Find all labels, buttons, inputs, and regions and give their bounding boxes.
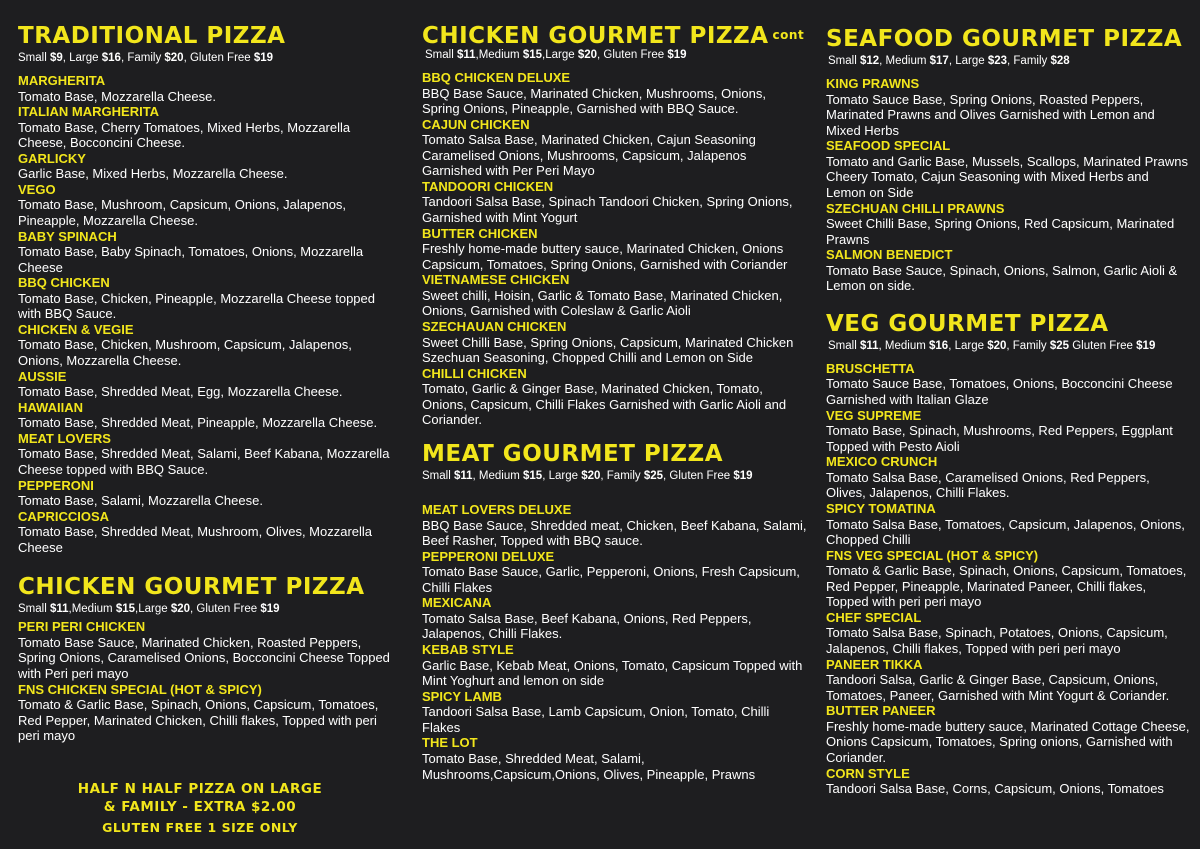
menu-item bbox=[422, 595, 807, 642]
menu-item-description: Tomato Base Sauce, Marinated Chicken, Roasted Peppers, Spring Onions, Caramelised Onions, Bocconcini Cheese Topped with Peri peri mayo bbox=[18, 634, 390, 681]
menu-item bbox=[826, 703, 1191, 765]
menu-item-name: BBQ CHICKEN bbox=[18, 275, 110, 291]
item-list bbox=[18, 73, 398, 555]
menu-item bbox=[826, 657, 1191, 704]
menu-item-description: Tomato Base Sauce, Garlic, Pepperoni, Onions, Fresh Capsicum, Chilli Flakes bbox=[422, 564, 800, 595]
menu-column-right bbox=[826, 0, 1191, 797]
menu-item-description: Tomato and Garlic Base, Mussels, Scallops, Marinated Prawns Cheery Tomato, Cajun Seasoning with Mixed Herbs and Lemon on Side bbox=[826, 153, 1188, 200]
price-value: $19 bbox=[733, 470, 753, 482]
price-size-label: , Gluten Free bbox=[663, 470, 734, 482]
menu-item-name: CHEF SPECIAL bbox=[826, 609, 922, 625]
menu-item-name: CHILLI CHICKEN bbox=[422, 365, 527, 381]
menu-item-name: FNS CHICKEN SPECIAL (HOT & SPICY) bbox=[18, 681, 262, 697]
menu-item-description: Freshly home-made buttery sauce, Marinated Cottage Cheese, Onions Capsicum, Tomatoes, Spring onions, Garnished with Coriander. bbox=[826, 718, 1190, 766]
price-size-label: Small bbox=[422, 470, 454, 482]
price-value: $20 bbox=[987, 339, 1007, 352]
menu-item-name: CAPRICCIOSA bbox=[18, 508, 110, 524]
menu-item-name: KEBAB STYLE bbox=[422, 642, 514, 658]
menu-item-name: SZECHAUAN CHICKEN bbox=[422, 319, 567, 335]
price-value: $15 bbox=[522, 49, 542, 61]
menu-item bbox=[18, 509, 398, 556]
price-size-label: Small bbox=[828, 339, 860, 352]
half-n-half-note bbox=[20, 780, 380, 837]
menu-item-name: KING PRAWNS bbox=[826, 76, 920, 91]
menu-item-name: HAWAIIAN bbox=[18, 399, 83, 415]
section-title: VEG GOURMET PIZZA bbox=[826, 310, 1109, 337]
menu-item bbox=[18, 104, 398, 151]
menu-item bbox=[826, 766, 1191, 797]
menu-item-name: CAJUN CHICKEN bbox=[422, 116, 530, 132]
item-list bbox=[826, 361, 1191, 797]
menu-item-description: Sweet chilli, Hoisin, Garlic & Tomato Base, Marinated Chicken, Onions, Garnished with Coleslaw & Garlic Aioli bbox=[422, 287, 783, 319]
menu-item-name: GARLICKY bbox=[18, 150, 86, 166]
price-size-label: , Family bbox=[120, 52, 165, 64]
price-size-label: , Family bbox=[600, 470, 644, 482]
price-size-label: , Large bbox=[948, 55, 988, 67]
menu-item bbox=[422, 319, 807, 366]
menu-item bbox=[18, 369, 398, 400]
menu-item bbox=[18, 400, 398, 431]
chicken-gourmet-section bbox=[18, 573, 398, 744]
price-size-label: ,Large bbox=[135, 603, 171, 616]
menu-item-name: BABY SPINACH bbox=[18, 228, 117, 244]
menu-item-name: SEAFOOD SPECIAL bbox=[826, 138, 951, 154]
menu-item-description: Tomato Salsa Base, Tomatoes, Capsicum, Jalapenos, Onions, Chopped Chilli bbox=[826, 516, 1185, 548]
item-list bbox=[422, 70, 807, 428]
menu-item bbox=[18, 431, 398, 478]
menu-item-name: SALMON BENEDICT bbox=[826, 247, 953, 263]
menu-item bbox=[18, 478, 398, 509]
menu-column-middle bbox=[422, 0, 807, 782]
half-note-line1: HALF N HALF PIZZA ON LARGE bbox=[77, 781, 323, 797]
price-value: $28 bbox=[1050, 55, 1070, 67]
menu-item bbox=[18, 322, 398, 369]
item-list bbox=[826, 76, 1191, 294]
menu-item-name: BUTTER CHICKEN bbox=[422, 225, 538, 241]
price-value: $15 bbox=[523, 470, 543, 482]
menu-item-name: AUSSIE bbox=[18, 368, 67, 384]
price-size-label: , Family bbox=[1006, 339, 1050, 352]
menu-item-description: Tomato Base, Mozzarella Cheese. bbox=[18, 88, 216, 104]
price-value: $25 bbox=[643, 470, 664, 482]
menu-item-name: BRUSCHETTA bbox=[826, 360, 915, 376]
menu-item-description: Tomato Base, Chicken, Pineapple, Mozzarella Cheese topped with BBQ Sauce. bbox=[18, 290, 375, 322]
section-title: CHICKEN GOURMET PIZZA bbox=[18, 574, 365, 601]
menu-item-name: VIETNAMESE CHICKEN bbox=[422, 272, 570, 288]
menu-item-name: THE LOT bbox=[422, 735, 478, 751]
price-size-label: , Large bbox=[542, 470, 582, 482]
menu-item-description: Tomato & Garlic Base, Spinach, Onions, Capsicum, Tomatoes, Red Pepper, Marinated Chicken, Chilli flakes, Topped with peri peri mayo bbox=[18, 697, 379, 744]
price-value: $19 bbox=[667, 49, 687, 61]
price-line bbox=[422, 470, 807, 482]
item-list bbox=[422, 502, 807, 782]
price-size-label: ,Medium bbox=[68, 603, 116, 616]
price-value: $15 bbox=[115, 603, 135, 616]
menu-item-description: Tomato Salsa Base, Spinach, Potatoes, Onions, Capsicum, Jalapenos, Chilli flakes, Topped with peri peri mayo bbox=[826, 625, 1168, 657]
menu-item-description: Tomato Base, Baby Spinach, Tomatoes, Onions, Mozzarella Cheese bbox=[18, 244, 364, 275]
price-value: $25 bbox=[1049, 339, 1070, 352]
menu-item-name: FNS VEG SPECIAL (HOT & SPICY) bbox=[826, 547, 1039, 563]
menu-item-description: Tomato Base, Spinach, Mushrooms, Red Peppers, Eggplant Topped with Pesto Aioli bbox=[826, 423, 1173, 454]
price-value: $9 bbox=[49, 52, 63, 64]
price-value: $11 bbox=[456, 49, 476, 61]
price-value: $19 bbox=[253, 52, 274, 64]
menu-item-description: Tandoori Salsa Base, Corns, Capsicum, Onions, Tomatoes bbox=[826, 781, 1164, 797]
menu-item-description: Tomato Base, Chicken, Mushroom, Capsicum, Jalapenos, Onions, Mozzarella Cheese. bbox=[18, 337, 352, 369]
menu-item-description: Tandoori Salsa Base, Spinach Tandoori Chicken, Spring Onions, Garnished with Mint Yogurt bbox=[422, 194, 793, 226]
menu-item bbox=[18, 619, 398, 681]
menu-item-name: CHICKEN & VEGIE bbox=[18, 321, 134, 337]
menu-item-name: TANDOORI CHICKEN bbox=[422, 178, 554, 194]
menu-item-description: Tomato Salsa Base, Marinated Chicken, Cajun Seasoning Caramelised Onions, Mushrooms, Capsicum, Jalapenos Garnished with Per Peri Mayo bbox=[422, 132, 756, 179]
menu-item bbox=[826, 454, 1191, 501]
menu-item-description: Freshly home-made buttery sauce, Marinated Chicken, Onions Capsicum, Tomatoes, Spring Onions, Garnished with Coriander bbox=[422, 241, 788, 272]
menu-item bbox=[826, 247, 1191, 294]
price-value: $23 bbox=[987, 55, 1008, 67]
menu-item-name: BBQ CHICKEN DELUXE bbox=[422, 70, 571, 85]
menu-item-name: SPICY LAMB bbox=[422, 688, 502, 704]
price-value: $20 bbox=[577, 49, 597, 61]
menu-item bbox=[18, 229, 398, 276]
menu-item bbox=[18, 182, 398, 229]
menu-item-description: Tomato Salsa Base, Caramelised Onions, Red Peppers, Olives, Jalapenos, Chilli Flakes. bbox=[826, 469, 1150, 501]
section-title-text: CHICKEN GOURMET PIZZA bbox=[422, 23, 769, 49]
price-size-label: Gluten Free bbox=[1069, 339, 1137, 352]
menu-item-description: BBQ Base Sauce, Marinated Chicken, Mushrooms, Onions, Spring Onions, Pineapple, Garnished with BBQ Sauce. bbox=[422, 85, 766, 117]
price-value: $11 bbox=[859, 339, 879, 352]
price-value: $16 bbox=[929, 339, 949, 352]
traditional-pizza-section bbox=[18, 22, 398, 555]
item-list bbox=[18, 619, 398, 744]
menu-item-name: MEAT LOVERS bbox=[18, 430, 111, 446]
menu-item-name: SPICY TOMATINA bbox=[826, 501, 936, 516]
price-size-label: Small bbox=[425, 49, 457, 61]
price-size-label: , Medium bbox=[879, 55, 930, 67]
menu-item-description: Tandoori Salsa, Garlic & Ginger Base, Capsicum, Onions, Tomatoes, Paneer, Garnished with Mint Yogurt & Coriander. bbox=[826, 672, 1170, 703]
menu-item-name: MEXICANA bbox=[422, 595, 492, 611]
half-note-line3: GLUTEN FREE 1 SIZE ONLY bbox=[102, 820, 298, 835]
price-value: $11 bbox=[49, 603, 69, 616]
price-line bbox=[828, 55, 1191, 67]
price-line bbox=[18, 603, 398, 615]
menu-item bbox=[18, 682, 398, 744]
menu-item-name: SZECHUAN CHILLI PRAWNS bbox=[826, 200, 1005, 216]
menu-item-name: VEG SUPREME bbox=[826, 407, 922, 423]
price-line bbox=[18, 52, 398, 64]
price-value: $12 bbox=[859, 55, 880, 67]
menu-item-description: Tomato Base, Cherry Tomatoes, Mixed Herbs, Mozzarella Cheese, Bocconcini Cheese. bbox=[18, 119, 351, 151]
menu-item-name: PERI PERI CHICKEN bbox=[18, 619, 146, 635]
price-size-label: Small bbox=[18, 603, 50, 616]
section-title: SEAFOOD GOURMET PIZZA bbox=[826, 26, 1183, 52]
menu-item-name: VEGO bbox=[18, 181, 56, 197]
menu-item-name: MARGHERITA bbox=[18, 73, 106, 88]
menu-item-description: Tomato Salsa Base, Beef Kabana, Onions, Red Peppers, Jalapenos, Chilli Flakes. bbox=[422, 610, 752, 642]
menu-item bbox=[826, 501, 1191, 548]
menu-item bbox=[422, 502, 807, 549]
menu-item bbox=[18, 275, 398, 322]
menu-item-name: BUTTER PANEER bbox=[826, 703, 936, 719]
price-size-label: , Large bbox=[62, 52, 102, 64]
menu-item-description: Tomato Sauce Base, Tomatoes, Onions, Bocconcini Cheese Garnished with Italian Glaze bbox=[826, 376, 1173, 408]
price-size-label: ,Medium bbox=[475, 49, 523, 61]
menu-item bbox=[422, 117, 807, 179]
price-size-label: , Family bbox=[1007, 55, 1051, 67]
menu-item-name: PEPPERONI bbox=[18, 477, 94, 493]
meat-gourmet-section bbox=[422, 440, 807, 782]
menu-item bbox=[826, 408, 1191, 455]
price-value: $19 bbox=[260, 603, 280, 616]
menu-item-description: Garlic Base, Mixed Herbs, Mozzarella Cheese. bbox=[18, 166, 288, 182]
price-value: $20 bbox=[581, 470, 601, 482]
menu-item bbox=[422, 366, 807, 428]
menu-item bbox=[422, 226, 807, 273]
menu-item-name: ITALIAN MARGHERITA bbox=[18, 104, 160, 120]
menu-item-description: Tomato Base, Shredded Meat, Pineapple, Mozzarella Cheese. bbox=[18, 415, 378, 431]
menu-item bbox=[422, 735, 807, 782]
price-line bbox=[828, 340, 1191, 352]
menu-item-description: Tomato Base, Mushroom, Capsicum, Onions, Jalapenos, Pineapple, Mozzarella Cheese. bbox=[18, 197, 347, 228]
menu-column-left bbox=[18, 0, 398, 744]
half-note-line2: & FAMILY - EXTRA $2.00 bbox=[103, 799, 297, 815]
continued-label: cont bbox=[772, 28, 805, 42]
menu-item-description: Tomato Base, Shredded Meat, Mushroom, Olives, Mozzarella Cheese bbox=[18, 524, 373, 555]
menu-item-description: Sweet Chilli Base, Spring Onions, Red Capsicum, Marinated Prawns bbox=[826, 216, 1175, 247]
price-size-label: , Gluten Free bbox=[190, 603, 261, 616]
menu-item-description: Sweet Chilli Base, Spring Onions, Capsicum, Marinated Chicken Szechuan Seasoning, Chopped Chilli and Lemon on Side bbox=[422, 334, 794, 366]
menu-item bbox=[422, 689, 807, 736]
menu-item-description: Tomato Base, Shredded Meat, Egg, Mozzarella Cheese. bbox=[18, 384, 343, 400]
menu-item-name: PANEER TIKKA bbox=[826, 656, 923, 672]
price-value: $17 bbox=[929, 55, 949, 67]
price-size-label: , Gluten Free bbox=[183, 52, 254, 64]
menu-item bbox=[422, 272, 807, 319]
menu-item bbox=[826, 548, 1191, 610]
price-value: $16 bbox=[101, 52, 121, 64]
menu-item-description: Tomato Base, Shredded Meat, Salami, Beef Kabana, Mozzarella Cheese topped with BBQ Sauce. bbox=[18, 446, 390, 477]
veg-gourmet-section bbox=[826, 310, 1191, 797]
price-value: $20 bbox=[164, 52, 184, 64]
menu-item bbox=[422, 179, 807, 226]
menu-item bbox=[422, 642, 807, 689]
menu-item bbox=[826, 201, 1191, 248]
price-value: $11 bbox=[453, 470, 473, 482]
price-size-label: Small bbox=[18, 52, 50, 64]
menu-item bbox=[422, 549, 807, 596]
menu-item bbox=[826, 76, 1191, 138]
menu-item-description: Garlic Base, Kebab Meat, Onions, Tomato, Capsicum Topped with Mint Yoghurt and lemon on side bbox=[422, 657, 803, 689]
menu-item-description: Tomato Sauce Base, Spring Onions, Roasted Peppers, Marinated Prawns and Olives Garnished with Lemon and Mixed Herbs bbox=[826, 91, 1155, 138]
section-title: MEAT GOURMET PIZZA bbox=[422, 441, 723, 467]
price-size-label: Small bbox=[828, 55, 860, 67]
menu-item-description: Tomato Base Sauce, Spinach, Onions, Salmon, Garlic Aioli & Lemon on side. bbox=[826, 262, 1178, 294]
price-size-label: , Medium bbox=[472, 470, 524, 482]
menu-item bbox=[422, 70, 807, 117]
section-title: TRADITIONAL PIZZA bbox=[18, 23, 286, 49]
menu-item bbox=[826, 610, 1191, 657]
menu-item bbox=[18, 73, 398, 104]
price-size-label: , Medium bbox=[878, 339, 930, 352]
menu-item-description: Tomato Base, Salami, Mozzarella Cheese. bbox=[18, 493, 263, 508]
menu-item-description: Tandoori Salsa Base, Lamb Capsicum, Onion, Tomato, Chilli Flakes bbox=[422, 704, 770, 735]
menu-item-name: CORN STYLE bbox=[826, 765, 910, 781]
menu-item-description: Tomato, Garlic & Ginger Base, Marinated Chicken, Tomato, Onions, Capsicum, Chilli Flakes Garnished with Garlic Aioli and Coriander. bbox=[422, 381, 787, 428]
menu-item-name: MEAT LOVERS DELUXE bbox=[422, 502, 572, 517]
price-value: $19 bbox=[1136, 339, 1156, 352]
menu-item-name: MEXICO CRUNCH bbox=[826, 454, 938, 470]
price-size-label: , Large bbox=[948, 339, 988, 352]
menu-item-name: PEPPERONI DELUXE bbox=[422, 548, 555, 564]
menu-item-description: BBQ Base Sauce, Shredded meat, Chicken, Beef Kabana, Salami, Beef Rasher, Topped with BBQ sauce. bbox=[422, 517, 807, 549]
seafood-gourmet-section bbox=[826, 25, 1191, 294]
menu-item-description: Tomato Base, Shredded Meat, Salami, Mushrooms,Capsicum,Onions, Olives, Pineapple, Prawns bbox=[422, 750, 756, 782]
menu-item bbox=[826, 361, 1191, 408]
menu-item-description: Tomato & Garlic Base, Spinach, Onions, Capsicum, Tomatoes, Red Pepper, Pineapple, Marinated Paneer, Chilli flakes, Topped with peri peri mayo bbox=[826, 563, 1187, 610]
chicken-gourmet-cont-section bbox=[422, 22, 807, 428]
price-size-label: ,Large bbox=[542, 49, 578, 61]
price-size-label: , Gluten Free bbox=[597, 49, 668, 61]
menu-item bbox=[18, 151, 398, 182]
price-value: $20 bbox=[170, 603, 190, 616]
menu-item bbox=[826, 138, 1191, 200]
